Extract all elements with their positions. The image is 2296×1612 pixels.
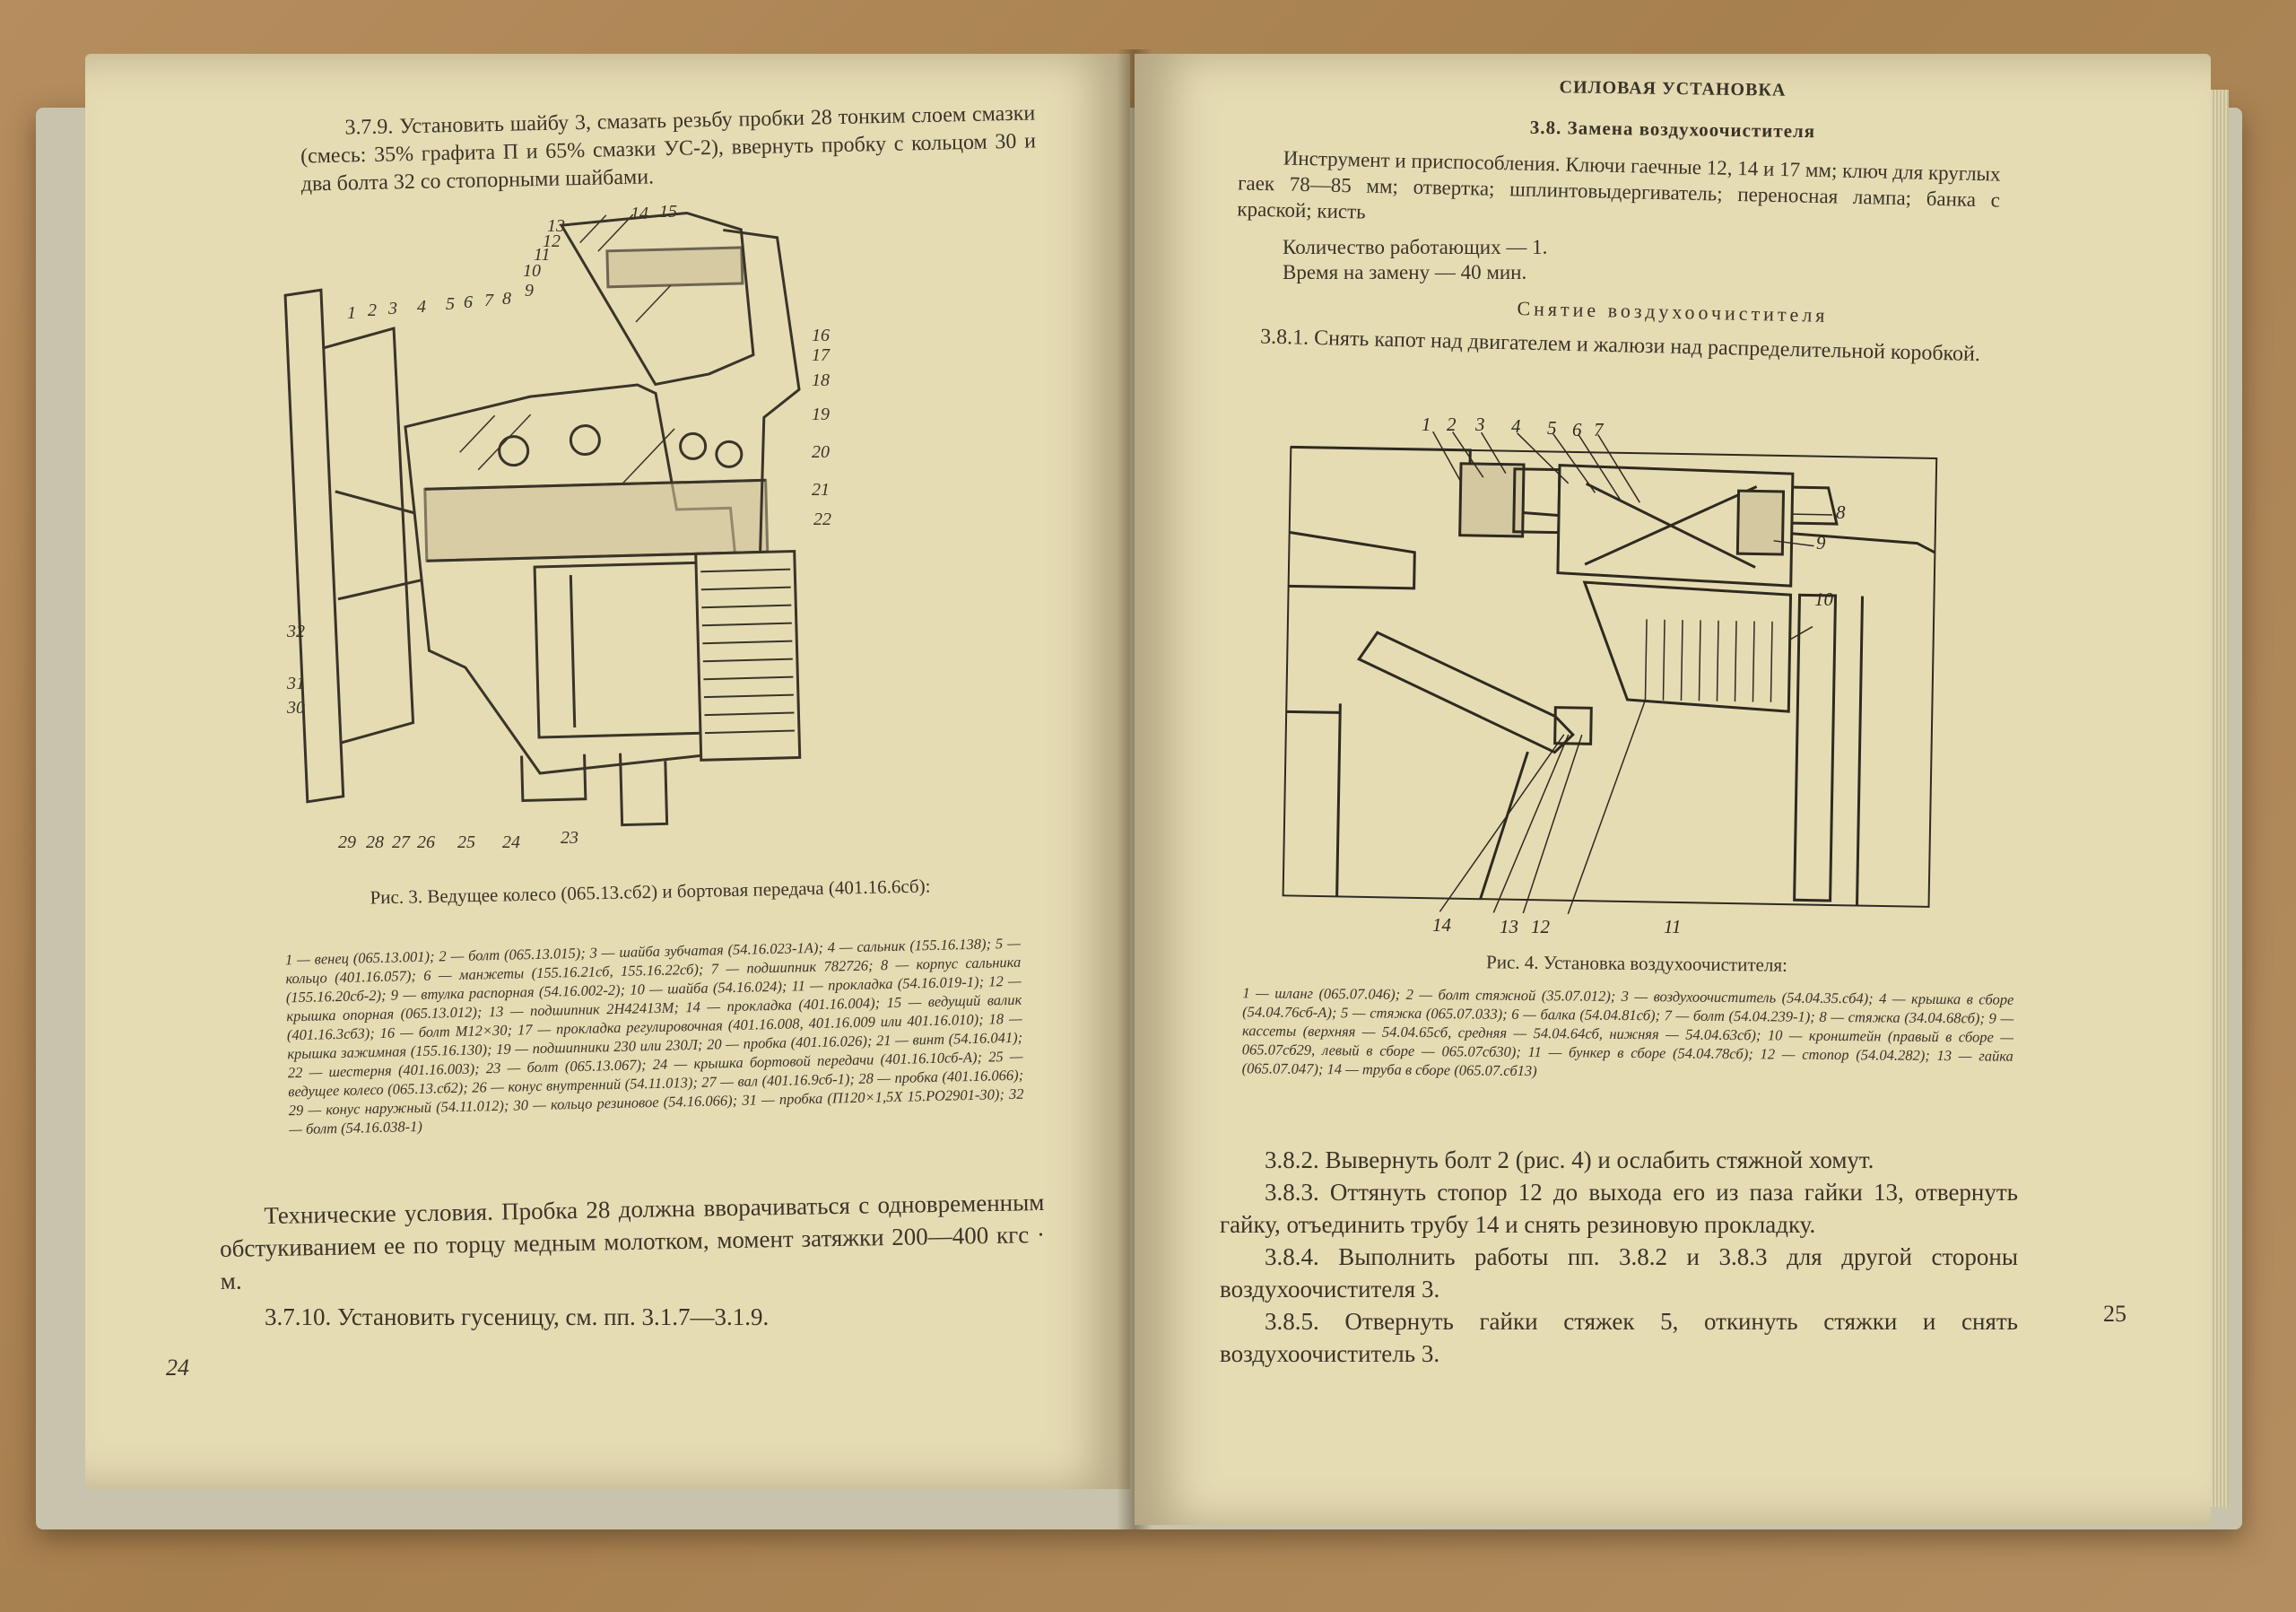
callout-9: 9 [1816,532,1826,553]
callout-21: 21 [812,480,830,500]
figure-3-caption: Рис. 3. Ведущее колесо (065.13.сб2) и бортовая передача (401.16.6сб): [370,875,931,909]
page-number-right: 25 [2103,1301,2126,1327]
callout-3: 3 [388,299,397,318]
callout-15: 15 [659,202,677,222]
subheading-removal: Снятие воздухоочистителя [1517,297,1829,327]
callout-10: 10 [1814,588,1833,610]
figure-3-legend: 1 — венец (065.13.001); 2 — болт (065.13.015); 3 — шайба зубчатая (54.16.023-1А); 4 — сальник (155.16.138); 5 — кольцо (401.16.057); 6 — манжеты (155.16.21сб, 155.16.22сб); 7 — подшипник 782726; 8 — корпус сальника (155.16.20сб-2); 9 — втулка распорная (54.16.002-2); 10 — шайба (54.16.024); 11 — прокладка (54.16.019-1); 12 — крышка опорная (065.13.012); 13 — подшипник 2Н42413М; 14 — прокладка (401.16.004); 15 — ведущий валик (401.16.3сб3); 16 — болт М12×30; 17 — прокладка регулировочная (401.16.008, 401.16.009 или 401.16.010); 18 — крышка зажимная (155.16.130); 19 — подшипники 230 или 230Л; 20 — пробка (401.16.026); 21 — винт (54.16.041); 22 — шестерня (401.16.003); 23 — болт (065.13.067); 24 — крышка бортовой передачи (401.16.10сб-А); 25 — ведущее колесо (065.13.сб2); 26 — конус внутренний (54.11.013); 27 — вал (401.16.9сб-1); 28 — пробка (401.16.066); 29 — конус наружный (54.11.012); 30 — кольцо резиновое (54.16.066); 31 — пробка (П120×1,5Х 15.РО2901-30); 32 — болт (54.16.038-1) [284,934,1024,1138]
callout-25: 25 [457,832,475,852]
right-page [1135,54,2211,1525]
callout-24: 24 [502,832,520,852]
workers-count: Количество работающих — 1. [1283,236,1548,258]
callout-14: 14 [631,204,648,223]
figure-4-legend: 1 — шланг (065.07.046); 2 — болт стяжной (35.07.012); 3 — воздухоочиститель (54.04.35.сб4); 4 — крышка в сборе (54.04.76сб-А); 5 — стяжка (065.07.033); 6 — балка (54.04.81сб); 7 — болт (54.04.239-1); 8 — стяжка (34.04.68сб); 9 — кассеты (верхняя — 54.04.65сб, средняя — 54.04.64сб, нижняя — 54.04.63сб); 10 — кронштейн (правый в сборе — 065.07сб29, левый в сборе — 065.07сб30); 11 — бункер в сборе (54.04.78сб); 12 — стопор (54.04.282); 13 — гайка (065.07.047); 14 — труба в сборе (065.07.сб13) [1241,984,2014,1080]
callout-20: 20 [812,442,830,462]
callout-27: 27 [392,832,410,852]
callout-2: 2 [368,301,377,320]
callout-6: 6 [1572,419,1582,440]
callout-29: 29 [338,832,356,852]
callout-16: 16 [812,326,830,345]
callout-2: 2 [1447,414,1457,435]
callout-11: 11 [534,245,551,265]
callout-1: 1 [1422,414,1431,435]
callout-4: 4 [1511,415,1521,437]
figure-3-drive-wheel [193,202,1018,852]
callout-31: 31 [287,674,305,693]
callout-12: 12 [1531,916,1550,937]
callout-19: 19 [812,405,830,424]
callout-28: 28 [366,832,384,852]
callout-1: 1 [347,303,356,323]
callout-12: 12 [543,231,561,251]
callout-11: 11 [1664,916,1682,937]
callout-6: 6 [464,292,473,312]
callout-8: 8 [502,289,511,309]
callout-8: 8 [1836,501,1846,523]
section-title: 3.8. Замена воздухоочистителя [1529,116,1816,143]
callout-30: 30 [287,698,305,718]
callout-18: 18 [812,370,830,390]
section-3-8-2: 3.8.2. Вывернуть болт 2 (рис. 4) и ослабить стяжной хомут. [1265,1146,1874,1173]
callout-5: 5 [1547,417,1557,439]
callout-10: 10 [523,261,541,281]
section-3-8-4: 3.8.4. Выполнить работы пп. 3.8.2 и 3.8.3 для другой стороны воздухоочистителя 3. [1220,1243,2018,1303]
callout-32: 32 [287,622,305,641]
callout-5: 5 [446,294,455,314]
callout-7: 7 [484,291,493,310]
replacement-time: Время на замену — 40 мин. [1283,261,1527,283]
callout-7: 7 [1594,419,1604,440]
section-3-7-9: 3.7.9. Установить шайбу 3, смазать резьбу пробки 28 тонким слоем смазки (смесь: 35% графита П и 65% смазки УС-2), ввернуть пробку с кольцом 30 и два болта 32 со стопорными шайбами. [300,101,1037,196]
section-3-8-3: 3.8.3. Оттянуть стопор 12 до выхода его из паза гайки 13, отвернуть гайку, отъединить трубу 14 и снять резиновую прокладку. [1220,1179,2018,1238]
section-3-8-5: 3.8.5. Отвернуть гайки стяжек 5, откинуть стяжки и снять воздухоочиститель 3. [1220,1308,2018,1367]
running-head: СИЛОВАЯ УСТАНОВКА [1559,77,1787,100]
page-number-left: 24 [166,1355,189,1381]
figure-4-air-cleaner [1287,413,1969,937]
callout-9: 9 [525,281,534,301]
callout-17: 17 [812,345,830,365]
section-3-8-1: 3.8.1. Снять капот над двигателем и жалюзи над распределительной коробкой. [1259,325,1981,367]
callout-26: 26 [417,832,435,852]
figure-4-caption: Рис. 4. Установка воздухоочистителя: [1485,951,1788,976]
callout-13: 13 [1500,916,1518,937]
callout-13: 13 [547,216,565,236]
left-page [85,54,1130,1489]
technical-conditions: Технические условия. Пробка 28 должна вворачиваться с одновременным обстукиванием ее по торцу медным молотком, момент затяжки 200—400 кгс · м. [219,1188,1046,1295]
callout-23: 23 [561,828,578,848]
callout-22: 22 [813,510,831,529]
section-3-7-10: 3.7.10. Установить гусеницу, см. пп. 3.1.7—3.1.9. [265,1303,770,1330]
callout-3: 3 [1475,414,1485,435]
callout-14: 14 [1432,914,1451,936]
callout-4: 4 [417,297,426,317]
tools-list: Инструмент и приспособления. Ключи гаечные 12, 14 и 17 мм; ключ для круглых гаек 78—85 мм; отвертка; шплинтовыдергиватель; переносная лампа; банка с краской; кисть [1237,146,2001,223]
